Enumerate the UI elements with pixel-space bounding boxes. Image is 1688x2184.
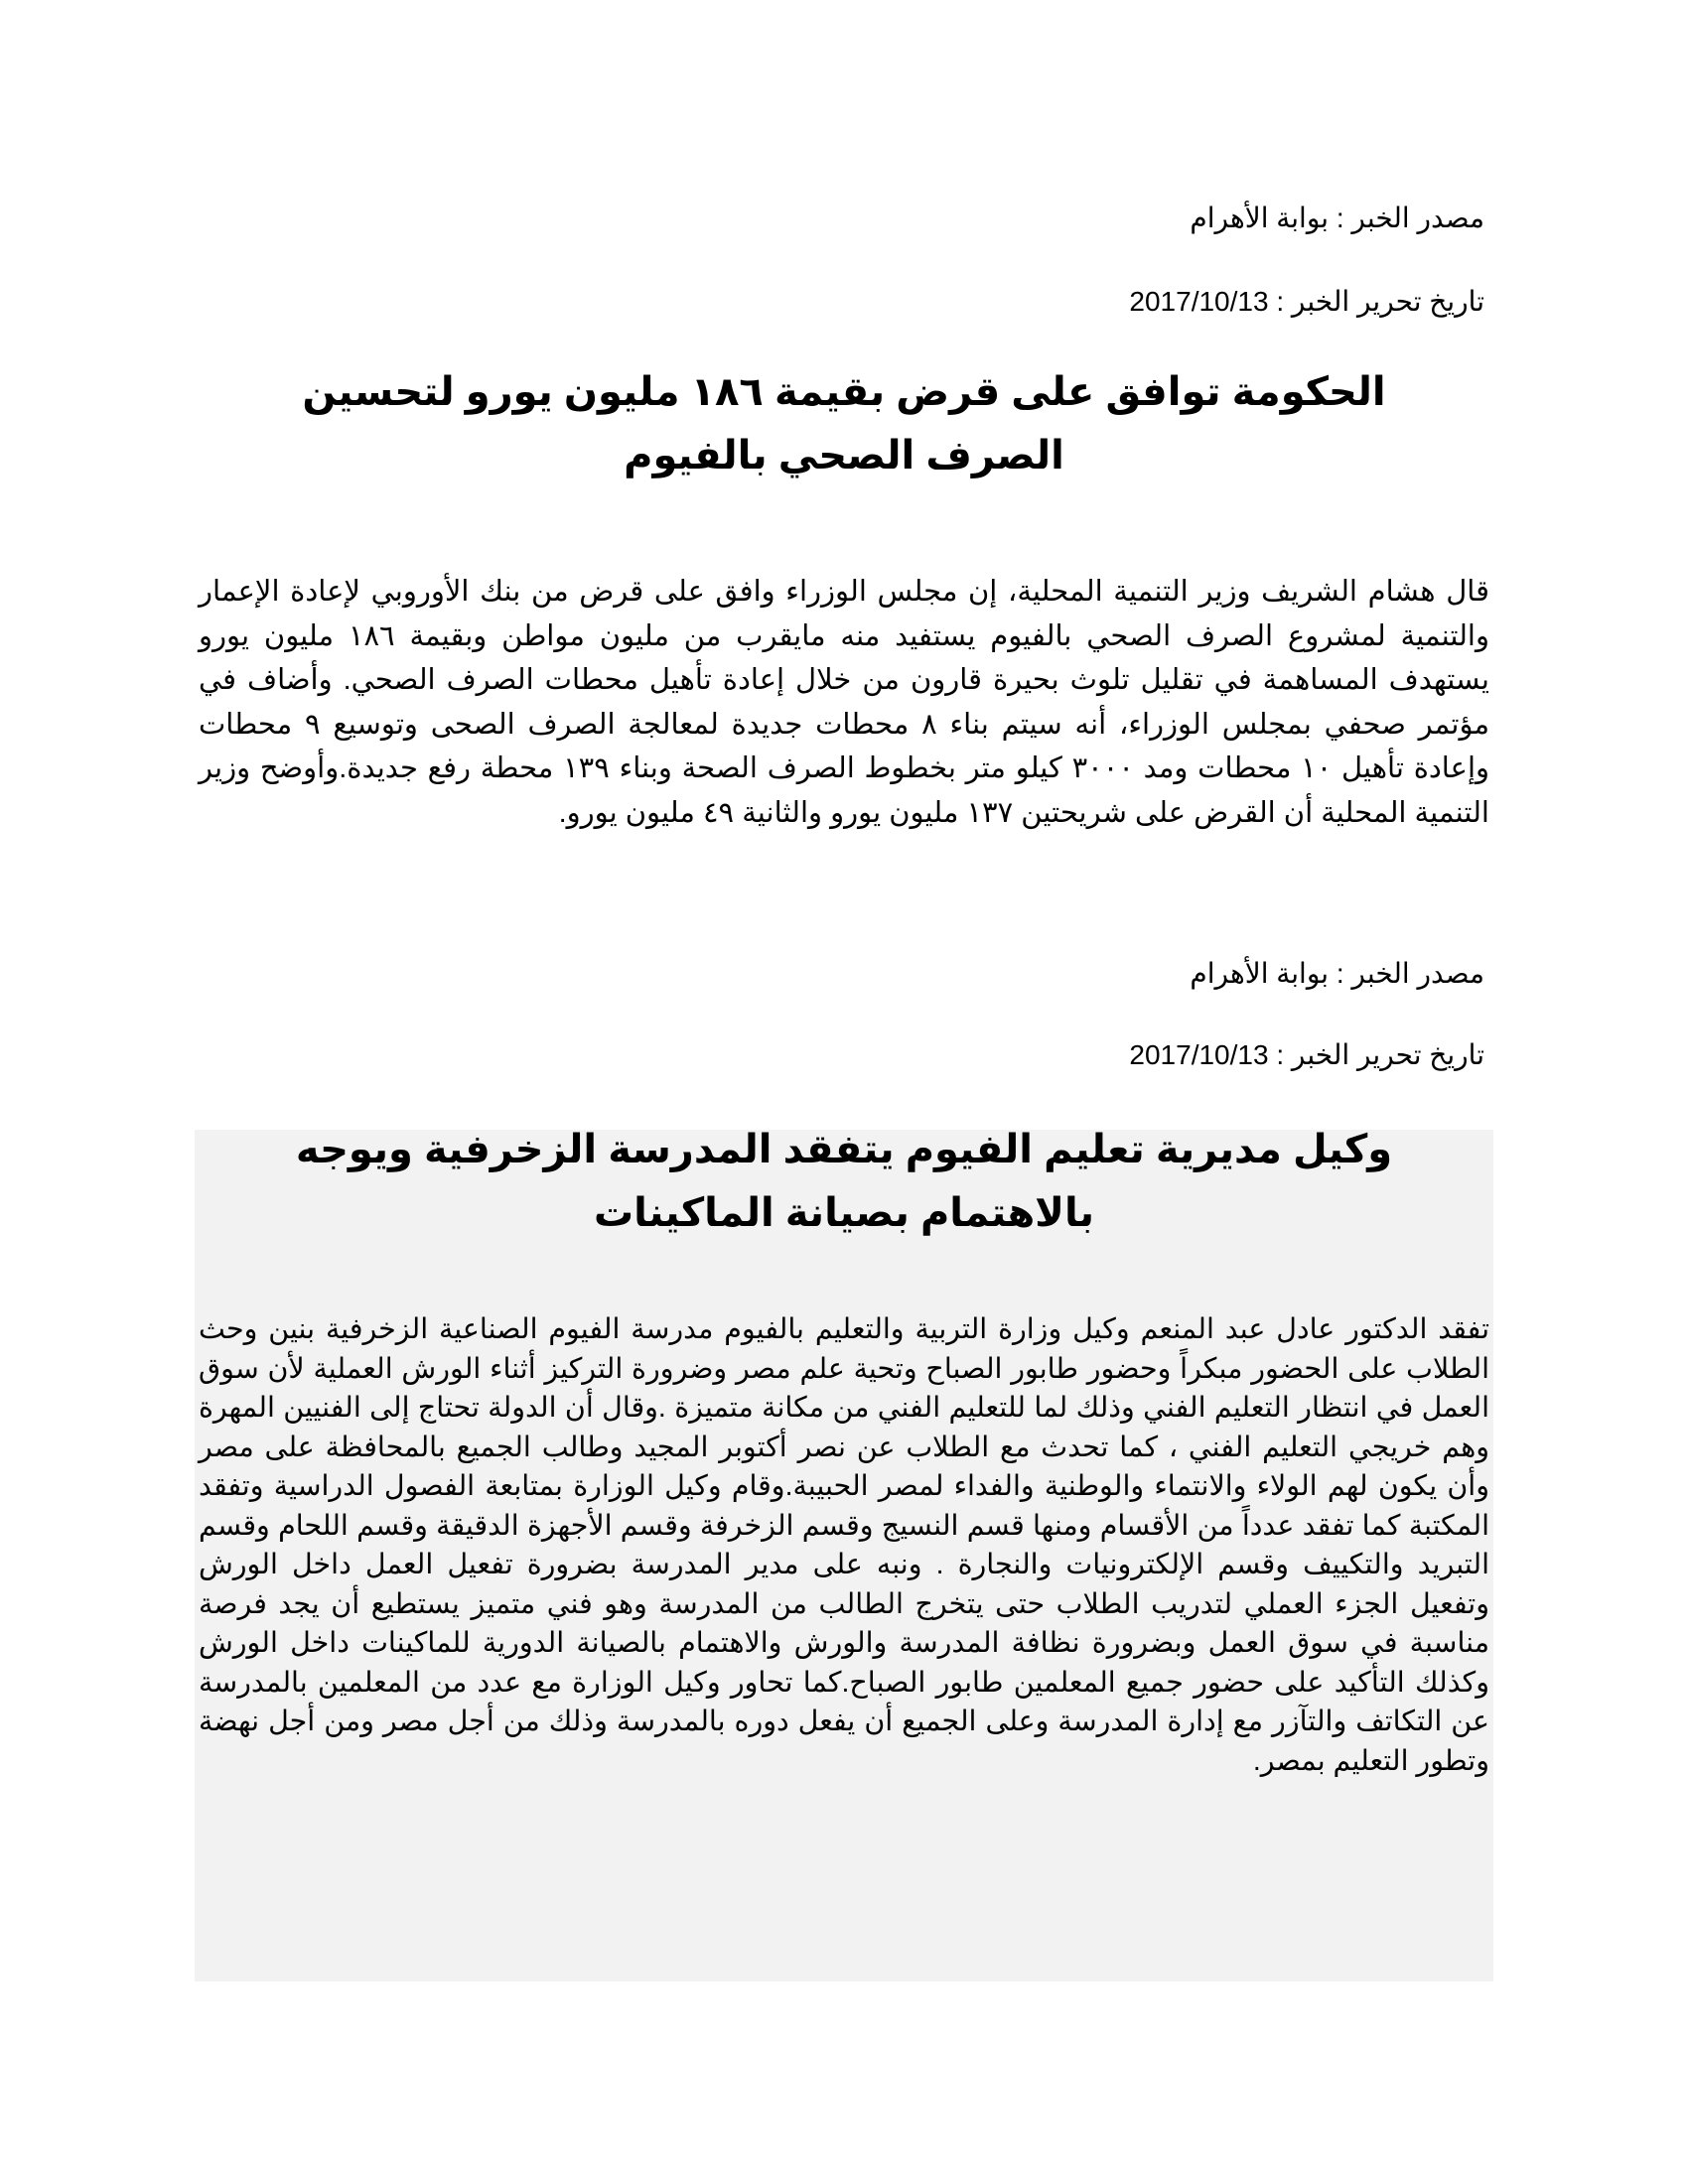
news-date: تاريخ تحرير الخبر : 2017/10/13 <box>1129 286 1484 317</box>
article-body: تفقد الدكتور عادل عبد المنعم وكيل وزارة التربية والتعليم بالفيوم مدرسة الفيوم الصناعية الزخرفية بنين وحث الطلاب على الحضور مبكراً وحضور طابور الصباح وتحية علم مصر وضرورة التركيز أثناء الورش العملية لأن سوق العمل في انتظار التعليم الفني وذلك لما للتعليم الفني من مكانة متميزة .وقال أن الدولة تحتاج إلى الفنيين المهرة وهم خريجي التعليم الفني ، كما تحدث مع الطلاب عن نصر أكتوبر المجيد وطالب الجميع بالمحافظة على مصر وأن يكون لهم الولاء والانتماء والوطنية والفداء لمصر الحبيبة.وقام وكيل الوزارة بمتابعة الفصول الدراسية وتفقد المكتبة كما تفقد عدداً من الأقسام ومنها قسم النسيج وقسم الزخرفة وقسم الأجهزة الدقيقة وقسم اللحام وقسم التبريد والتكييف وقسم الإلكترونيات والنجارة . ونبه على مدير المدرسة بضرورة تفعيل العمل داخل الورش وتفعيل الجزء العملي لتدريب الطلاب حتى يتخرج الطالب من المدرسة وهو فني متميز يستطيع أن يجد فرصة مناسبة في سوق العمل وبضرورة نظافة المدرسة والورش والاهتمام بالصيانة الدورية للماكينات داخل الورش وكذلك التأكيد على حضور جميع المعلمين طابور الصباح.كما تحاور وكيل الوزارة مع عدد من المعلمين بالمدرسة عن التكاتف والتآزر مع إدارة المدرسة وعلى الجميع أن يفعل دوره بالمدرسة وذلك من أجل مصر ومن أجل نهضة وتطور التعليم بمصر. <box>199 1313 1489 1777</box>
article-body: قال هشام الشريف وزير التنمية المحلية، إن مجلس الوزراء وافق على قرض من بنك الأوروبي لإعادة الإعمار والتنمية لمشروع الصرف الصحي بالفيوم يستفيد منه مايقرب من مليون مواطن وبقيمة ١٨٦ مليون يورو يستهدف المساهمة في تقليل تلوث بحيرة قارون من خلال إعادة تأهيل محطات الصرف الصحي. وأضاف في مؤتمر صحفي بمجلس الوزراء، أنه سيتم بناء ٨ محطات جديدة لمعالجة الصرف الصحى وتوسيع ٩ محطات وإعادة تأهيل ١٠ محطات ومد ٣٠٠٠ كيلو متر بخطوط الصرف الصحة وبناء ١٣٩ محطة رفع جديدة.وأوضح وزير التنمية المحلية أن القرض على شريحتين ١٣٧ مليون يورو والثانية ٤٩ مليون يورو. <box>199 576 1490 829</box>
news-date: تاريخ تحرير الخبر : 2017/10/13 <box>1129 1039 1484 1070</box>
news-source: مصدر الخبر : بوابة الأهرام <box>1190 958 1484 989</box>
article-headline: الحكومة توافق على قرض بقيمة ١٨٦ مليون يورو لتحسين الصرف الصحي بالفيوم <box>302 370 1386 478</box>
article-headline: وكيل مديرية تعليم الفيوم يتفقد المدرسة الزخرفية ويوجه بالاهتمام بصيانة الماكينات <box>295 1128 1393 1235</box>
news-source: مصدر الخبر : بوابة الأهرام <box>1190 203 1484 233</box>
